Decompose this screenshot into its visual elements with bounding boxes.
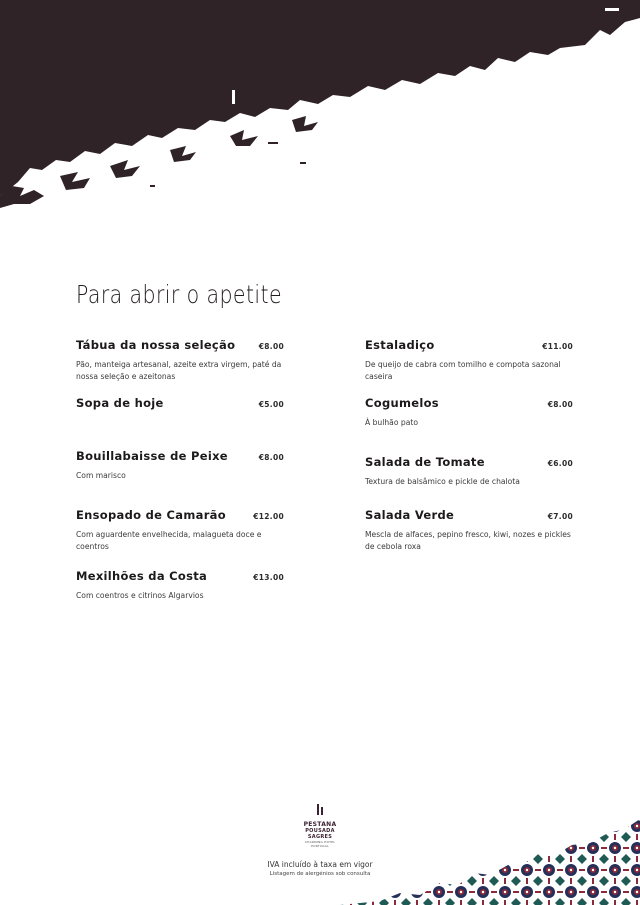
menu-item-name: Ensopado de Camarão	[76, 508, 226, 522]
menu-item-price: €7.00	[547, 512, 573, 521]
menu-item-name: Sopa de hoje	[76, 396, 164, 410]
logo-line: SAGRES	[307, 834, 333, 840]
logo-line: POUSADA	[305, 828, 335, 834]
menu-item	[76, 449, 284, 508]
menu-item-description: De queijo de cabra com tomilho e compota sazonal caseira	[365, 360, 561, 381]
menu-item-price: €11.00	[542, 342, 573, 351]
allergens-note: Listagem de alergénios sob consulta	[269, 871, 371, 877]
vat-note: IVA incluído à taxa em vigor	[267, 860, 373, 869]
menu-item-description: Textura de balsâmico e pickle de chalota	[365, 477, 520, 486]
menu-item-description: Pão, manteiga artesanal, azeite extra virgem, paté da nossa seleção e azeitonas	[76, 360, 282, 381]
menu-item-price: €8.00	[258, 342, 284, 351]
hotel-logo	[300, 800, 340, 848]
menu-item-name: Salada de Tomate	[365, 455, 485, 469]
menu-item-name: Salada Verde	[365, 508, 455, 522]
menu-item-description: Com coentros e citrinos Algarvios	[76, 591, 204, 600]
menu-item-description: Mescla de alfaces, pepino fresco, kiwi, nozes e pickles de cebola roxa	[365, 530, 571, 551]
menu-item-name: Cogumelos	[365, 396, 439, 410]
section-title: Para abrir o apetite	[76, 280, 282, 309]
menu-item-price: €8.00	[547, 400, 573, 409]
menu-item-description: Com aguardente envelhecida, malagueta doce e coentros	[76, 530, 262, 551]
menu-item-name: Mexilhões da Costa	[76, 569, 208, 583]
azulejo-tiles-decoration	[340, 815, 640, 905]
menu-item	[76, 569, 284, 602]
menu-item-description: Com marisco	[76, 471, 126, 480]
logo-tagline: CHARMING HOTEL	[304, 840, 336, 844]
menu-item-price: €12.00	[253, 512, 284, 521]
menu-item-name: Bouillabaisse de Peixe	[76, 449, 228, 463]
logo-country: PORTUGAL	[311, 844, 329, 848]
menu-item-name: Estaladiço	[365, 338, 435, 352]
menu-column-left	[76, 338, 284, 602]
menu-item	[365, 396, 573, 455]
logo-mark-icon	[317, 804, 323, 815]
menu-item	[76, 508, 284, 569]
menu-item	[365, 338, 573, 396]
menu-item	[76, 396, 284, 449]
menu-item-description	[76, 417, 284, 418]
menu-item-price: €5.00	[258, 400, 284, 409]
menu-item-name: Tábua da nossa seleção	[76, 338, 236, 352]
menu-item	[76, 338, 284, 396]
logo-brand: PESTANA	[303, 821, 337, 828]
menu-column-right	[365, 338, 573, 552]
brush-stroke-header	[0, 0, 640, 215]
menu-item	[365, 455, 573, 508]
menu-item-price: €8.00	[258, 453, 284, 462]
menu-item-price: €13.00	[253, 573, 284, 582]
menu-item	[365, 508, 573, 552]
menu-item-description: À bulhão pato	[365, 418, 418, 427]
menu-item-price: €6.00	[547, 459, 573, 468]
